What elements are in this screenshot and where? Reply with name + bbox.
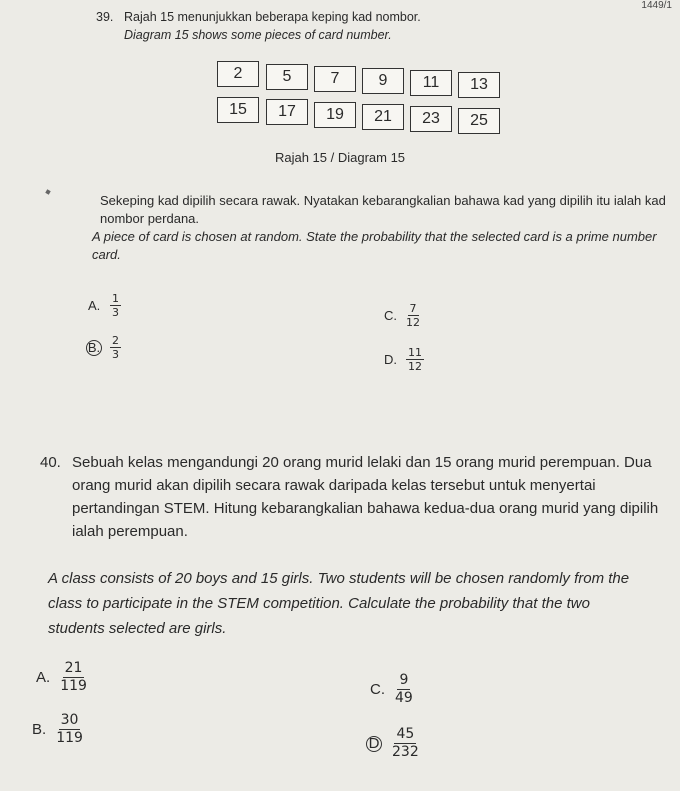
number-card: 13: [458, 72, 500, 98]
number-card: 19: [314, 102, 356, 128]
number-card: 11: [410, 70, 452, 96]
number-card: 21: [362, 104, 404, 130]
option-fraction: [56, 712, 83, 747]
diagram-caption: Rajah 15 / Diagram 15: [274, 150, 406, 165]
option-fraction: [406, 346, 424, 373]
option-letter: B.: [87, 340, 101, 355]
fraction-numerator: 9: [399, 672, 409, 688]
option-fraction: [110, 292, 121, 319]
q40-option-a[interactable]: [36, 660, 87, 695]
number-card: 23: [410, 106, 452, 132]
fraction-denominator: 12: [406, 316, 420, 329]
option-letter: A.: [88, 298, 101, 313]
question-39-instruction-en: A piece of card is chosen at random. State the probability that the selected card is a prime number card.: [92, 229, 657, 262]
option-fraction: [395, 672, 413, 707]
page-code: 1449/1: [641, 0, 672, 11]
option-letter: D.: [384, 352, 397, 367]
number-card: 9: [362, 68, 404, 94]
question-40-number: 40.: [40, 454, 61, 471]
text-line: ialah perempuan.: [72, 523, 188, 540]
fraction-numerator: 45: [396, 726, 415, 742]
fraction-numerator: 2: [112, 334, 119, 347]
number-card: 25: [458, 108, 500, 134]
question-39-instruction-ms: Sekeping kad dipilih secara rawak. Nyatakan kebarangkalian bahawa kad yang dipilih itu ialah kad nombor perdana.: [100, 193, 666, 226]
number-card: 2: [217, 61, 259, 87]
question-39-text-en: Diagram 15 shows some pieces of card number.: [124, 28, 392, 42]
option-letter: A.: [36, 669, 51, 686]
option-fraction: [406, 302, 420, 329]
fraction-numerator: 30: [60, 712, 79, 728]
text-line: class to participate in the STEM competition. Calculate the probability that the two: [48, 595, 590, 612]
q40-option-c[interactable]: [370, 672, 413, 707]
fraction-denominator: 49: [395, 690, 413, 706]
fraction-numerator: 7: [409, 302, 417, 315]
page-speck: [45, 189, 50, 194]
option-fraction: [392, 726, 419, 761]
q39-option-c[interactable]: [384, 302, 420, 329]
question-40-text-ms: [72, 451, 680, 543]
text-line: orang murid akan dipilih secara rawak daripada kelas tersebut untuk menyertai: [72, 477, 596, 494]
question-40-text-en: [48, 566, 680, 641]
fraction-denominator: 3: [112, 348, 119, 361]
text-line: students selected are girls.: [48, 620, 227, 637]
text-line: Sebuah kelas mengandungi 20 orang murid lelaki dan 15 orang murid perempuan. Dua: [72, 454, 652, 471]
question-39-text-ms: Rajah 15 menunjukkan beberapa keping kad nombor.: [124, 10, 421, 24]
q40-option-b[interactable]: [32, 712, 83, 747]
option-letter: D: [366, 736, 382, 752]
option-letter: C.: [370, 681, 385, 698]
q39-option-a[interactable]: [88, 292, 121, 319]
option-letter: C.: [384, 308, 397, 323]
text-line: pertandingan STEM. Hitung kebarangkalian bahawa kedua-dua orang murid yang dipilih: [72, 500, 659, 517]
option-letter: B.: [32, 721, 47, 738]
number-card: 7: [314, 66, 356, 92]
text-line: A class consists of 20 boys and 15 girls. Two students will be chosen randomly from the: [48, 570, 630, 587]
number-card: 15: [217, 97, 259, 123]
q39-option-d[interactable]: [384, 346, 424, 373]
fraction-denominator: 119: [56, 730, 83, 746]
fraction-denominator: 12: [408, 360, 422, 373]
option-fraction: [110, 334, 121, 361]
number-card: 17: [266, 99, 308, 125]
fraction-numerator: 21: [64, 660, 83, 676]
q40-option-d[interactable]: [366, 726, 419, 761]
fraction-denominator: 3: [112, 306, 119, 319]
number-card: 5: [266, 64, 308, 90]
fraction-denominator: 232: [392, 744, 419, 760]
fraction-numerator: 1: [112, 292, 119, 305]
q39-option-b[interactable]: [86, 334, 121, 361]
option-fraction: [60, 660, 87, 695]
fraction-numerator: 11: [408, 346, 422, 359]
fraction-denominator: 119: [60, 678, 87, 694]
question-39-number: 39.: [96, 10, 114, 24]
